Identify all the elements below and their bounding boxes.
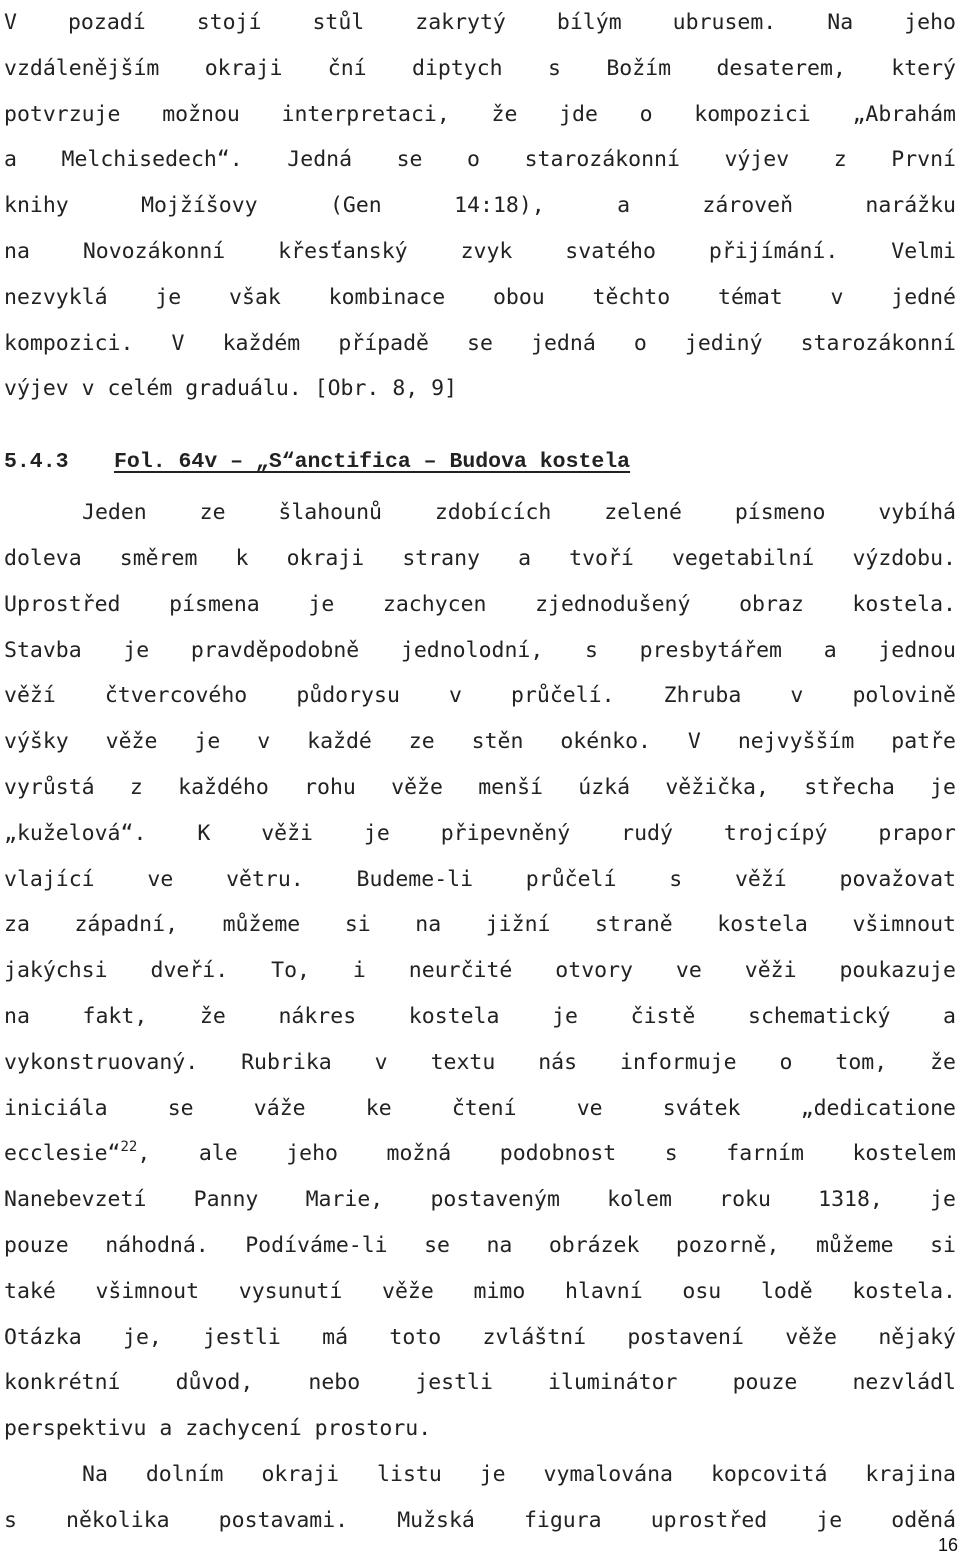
section-title: Fol. 64v – „S“anctifica – Budova kostela xyxy=(114,450,631,475)
paragraph-3 xyxy=(4,1452,956,1544)
text-line-with-footnote xyxy=(4,1131,956,1177)
text-line: knihy Mojžíšovy (Gen 14:18), a zároveň narážku xyxy=(4,193,956,219)
text-line: perspektivu a zachycení prostoru. xyxy=(4,1416,432,1442)
text-line: doleva směrem k okraji strany a tvoří vegetabilní výzdobu. xyxy=(4,545,956,571)
text-line: za západní, můžeme si na jižní straně kostela všimnout xyxy=(4,912,956,938)
text-line: kompozici. V každém případě se jedná o jediný starozákonní xyxy=(4,330,956,356)
text-line: na fakt, že nákres kostela je čistě schematický a xyxy=(4,1003,956,1029)
text-line: věží čtvercového půdorysu v průčelí. Zhruba v polovině xyxy=(4,683,956,709)
text-line: Stavba je pravděpodobně jednolodní, s presbytářem a jednou xyxy=(4,637,956,663)
text-line: vykonstruovaný. Rubrika v textu nás informuje o tom, že xyxy=(4,1049,956,1075)
footnote-reference[interactable]: 22 xyxy=(120,1139,138,1156)
text-fragment: , ale jeho možná podobnost s farním kostelem xyxy=(137,1141,956,1167)
text-line: „kuželová“. K věži je připevněný rudý trojcípý prapor xyxy=(4,820,956,846)
text-line: Otázka je, jestli má toto zvláštní postavení věže nějaký xyxy=(4,1324,956,1350)
text-line: vzdálenějším okraji ční diptych s Božím desaterem, který xyxy=(4,55,956,81)
text-line: výšky věže je v každé ze stěn okénko. V nejvyšším patře xyxy=(4,729,956,755)
text-line: vlající ve větru. Budeme-li průčelí s věží považovat xyxy=(4,866,956,892)
section-number: 5.4.3 xyxy=(4,450,69,475)
text-line: Jeden ze šlahounů zdobících zelené písmeno vybíhá xyxy=(82,500,956,526)
text-line: a Melchisedech“. Jedná se o starozákonní výjev z První xyxy=(4,147,956,173)
text-fragment: ecclesie“ xyxy=(4,1141,121,1167)
paragraph-1 xyxy=(4,0,956,412)
text-line: Uprostřed písmena je zachycen zjednodušený obraz kostela. xyxy=(4,591,956,617)
text-line: s několika postavami. Mužská figura uprostřed je oděná xyxy=(4,1507,956,1533)
text-line: iniciála se váže ke čtení ve svátek „dedicatione xyxy=(4,1095,956,1121)
text-line: nezvyklá je však kombinace obou těchto témat v jedné xyxy=(4,284,956,310)
document-page xyxy=(4,0,956,1544)
text-line: výjev v celém graduálu. [Obr. 8, 9] xyxy=(4,376,458,402)
text-line: na Novozákonní křesťanský zvyk svatého přijímání. Velmi xyxy=(4,238,956,264)
text-line: také všimnout vysunutí věže mimo hlavní osu lodě kostela. xyxy=(4,1278,956,1304)
text-line: pouze náhodná. Podíváme-li se na obrázek pozorně, můžeme si xyxy=(4,1232,956,1258)
text-line: jakýchsi dveří. To, i neurčité otvory ve věži poukazuje xyxy=(4,958,956,984)
text-line: Nanebevzetí Panny Marie, postaveným kolem roku 1318, je xyxy=(4,1187,956,1213)
section-heading xyxy=(4,434,956,490)
text-line: Na dolním okraji listu je vymalována kopcovitá krajina xyxy=(82,1461,956,1487)
paragraph-2 xyxy=(4,490,956,1452)
text-line: V pozadí stojí stůl zakrytý bílým ubrusem. Na jeho xyxy=(4,10,956,35)
page-number: 16 xyxy=(937,1535,958,1555)
text-line: vyrůstá z každého rohu věže menší úzká věžička, střecha je xyxy=(4,774,956,800)
text-line: potvrzuje možnou interpretaci, že jde o kompozici „Abrahám xyxy=(4,101,956,127)
text-line: konkrétní důvod, nebo jestli iluminátor pouze nezvládl xyxy=(4,1370,956,1396)
